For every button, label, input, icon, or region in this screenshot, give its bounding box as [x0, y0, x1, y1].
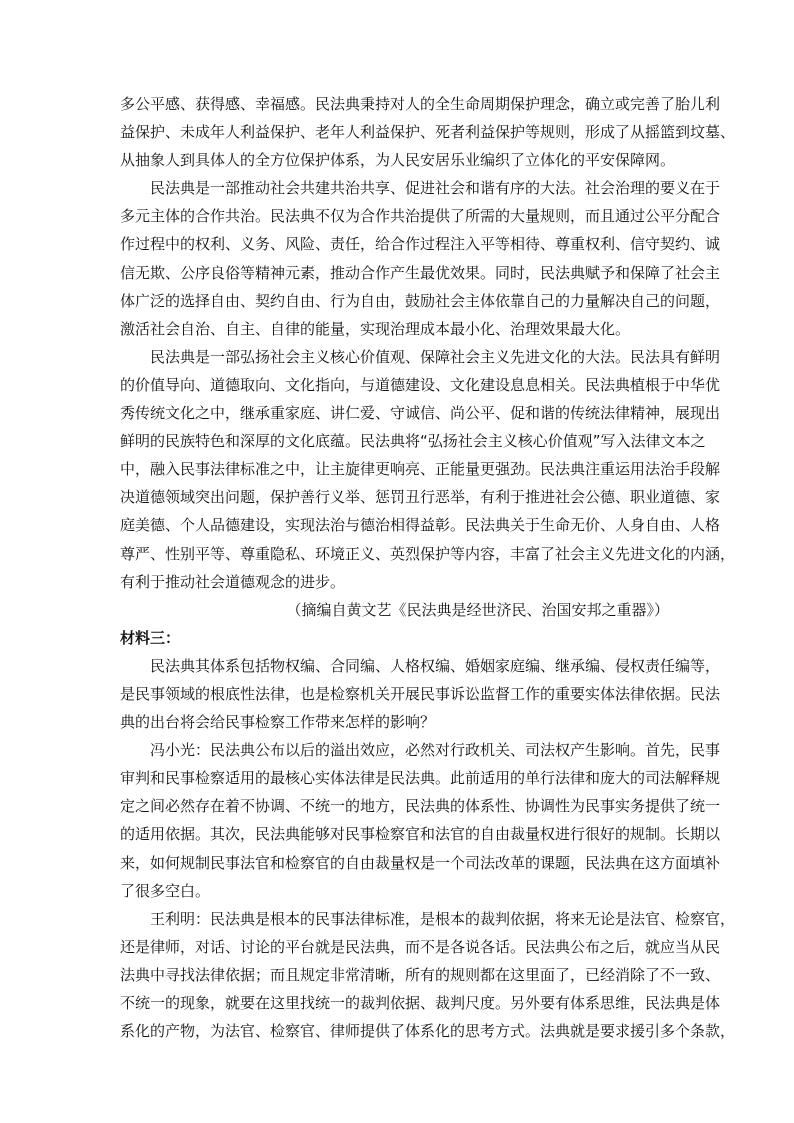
paragraph-line: 民法典是一部推动社会共建共治共享、促进社会和谐有序的大法。社会治理的要义在于 — [150, 179, 721, 198]
paragraph-line: 还是律师，对话、讨论的平台就是民法典，而不是各说各话。民法典公布之后，就应当从民 — [120, 937, 721, 956]
paragraph-line: 典的出台将会给民事检察工作带来怎样的影响？ — [120, 713, 436, 732]
paragraph-line: 的价值导向、道德取向、文化指向，与道德建设、文化建设息息相关。民法典植根于中华优 — [120, 375, 721, 394]
paragraph-line: 法典中寻找法律依据；而且规定非常清晰，所有的规则都在这里面了，已经消除了不一致、 — [120, 965, 721, 984]
paragraph-line: 鲜明的民族特色和深厚的文化底蕴。民法典将“弘扬社会主义核心价值观”写入法律文本之 — [120, 432, 706, 451]
paragraph-line: 的适用依据。其次，民法典能够对民事检察官和法官的自由裁量权进行很好的规制。长期以 — [120, 825, 721, 844]
paragraph-line: 了很多空白。 — [120, 881, 211, 900]
document-page — [120, 90, 736, 1045]
paragraph-line: 审判和民事检察适用的最核心实体法律是民法典。此前适用的单行法律和庞大的司法解释规 — [120, 769, 721, 788]
paragraph-1 — [120, 90, 736, 174]
paragraph-line: 益保护、未成年人利益保护、老年人利益保护、死者利益保护等规则，形成了从摇篮到坟墓、 — [120, 123, 736, 142]
paragraph-line: 尊严、性别平等、尊重隐私、环境正义、英烈保护等内容，丰富了社会主义先进文化的内涵， — [120, 544, 736, 563]
paragraph-line: 系化的产物，为法官、检察官、律师提供了体系化的思考方式。法典就是要求援引多个条款， — [120, 1022, 736, 1041]
paragraph-line: 多公平感、获得感、幸福感。民法典秉持对人的全生命周期保护理念，确立或完善了胎儿利 — [120, 95, 721, 113]
paragraph-line: 中，融入民事法律标准之中，让主旋律更响亮、正能量更强劲。民法典注重运用法治手段解 — [120, 460, 721, 479]
paragraph-line: 定之间必然存在着不协调、不统一的地方，民法典的体系性、协调性为民事实务提供了统一 — [120, 797, 721, 816]
paragraph-3 — [120, 343, 736, 596]
paragraph-line: 来，如何规制民事法官和检察官的自由裁量权是一个司法改革的课题，民法典在这方面填补 — [120, 853, 721, 872]
paragraph-line: 庭美德、个人品德建设，实现法治与德治相得益彰。民法典关于生命无价、人身自由、人格 — [120, 516, 721, 535]
paragraph-line: 从抽象人到具体人的全方位保护体系，为人民安居乐业编织了立体化的平安保障网。 — [120, 151, 676, 170]
paragraph-line: 冯小光：民法典公布以后的溢出效应，必然对行政机关、司法权产生影响。首先，民事 — [150, 741, 721, 760]
paragraph-line: 秀传统文化之中，继承重家庭、讲仁爱、守诚信、尚公平、促和谐的传统法律精神，展现出 — [120, 404, 721, 423]
paragraph-line: 民法典其体系包括物权编、合同编、人格权编、婚姻家庭编、继承编、侵权责任编等， — [150, 656, 721, 675]
paragraph-line: 不统一的现象，就要在这里找统一的裁判依据、裁判尺度。另外要有体系思维，民法典是体 — [120, 994, 721, 1012]
paragraph-line: 作过程中的权利、义务、风险、责任，给合作过程注入平等相待、尊重权利、信守契约、诚 — [120, 235, 721, 254]
paragraph-4 — [120, 652, 721, 736]
paragraph-line: 体广泛的选择自由、契约自由、行为自由，鼓励社会主体依靠自己的力量解决自己的问题， — [120, 291, 721, 310]
paragraph-5 — [120, 736, 721, 905]
paragraph-line: 信无欺、公序良俗等精神元素，推动合作产生最优效果。同时，民法典赋予和保障了社会主 — [120, 263, 721, 282]
source-citation: （摘编自黄文艺《民法典是经世济民、治国安邦之重器》） — [286, 600, 669, 619]
paragraph-line: 民法典是一部弘扬社会主义核心价值观、保障社会主义先进文化的大法。民法具有鲜明 — [150, 347, 721, 366]
paragraph-line: 王利明：民法典是根本的民事法律标准，是根本的裁判依据，将来无论是法官、检察官， — [150, 909, 736, 928]
paragraph-line: 是民事领域的根底性法律，也是检察机关开展民事诉讼监督工作的重要实体法律依据。民法 — [120, 684, 721, 703]
paragraph-2 — [120, 174, 721, 343]
paragraph-line: 决道德领域突出问题，保护善行义举、惩罚丑行恶举，有利于推进社会公德、职业道德、家 — [120, 488, 721, 507]
paragraph-6 — [120, 905, 736, 1045]
section-heading: 材料三： — [120, 628, 181, 647]
paragraph-line: 激活社会自治、自主、自律的能量，实现治理成本最小化、治理效果最大化。 — [120, 319, 631, 338]
paragraph-line: 有利于推动社会道德观念的进步。 — [120, 572, 346, 591]
paragraph-line: 多元主体的合作共治。民法典不仅为合作共治提供了所需的大量规则，而且通过公平分配合 — [120, 207, 721, 226]
